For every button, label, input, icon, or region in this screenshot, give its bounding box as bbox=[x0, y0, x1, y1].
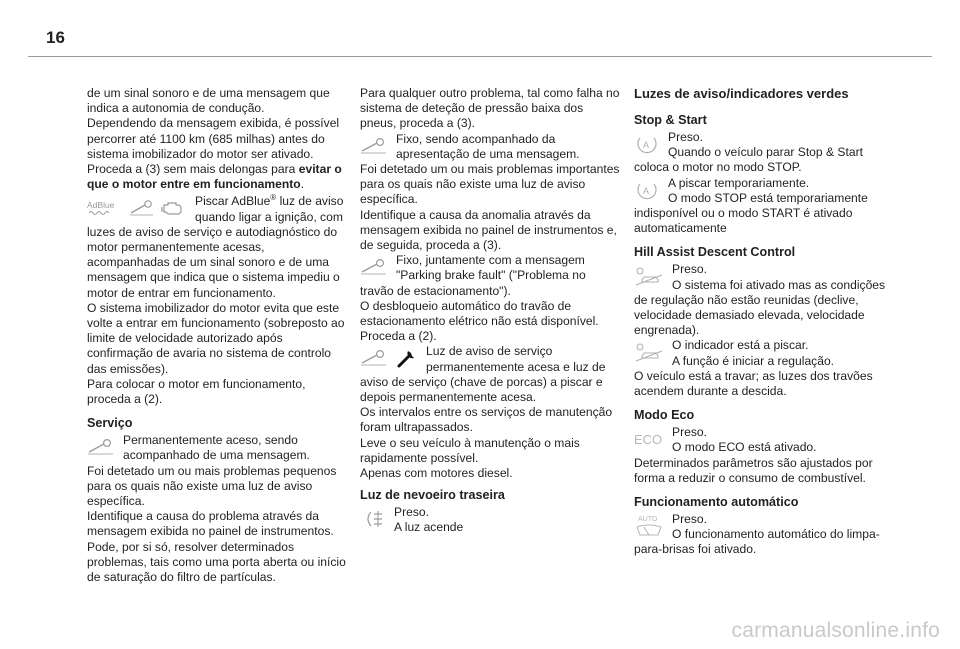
eco-block bbox=[634, 425, 896, 455]
icon-text: Fixo, juntamente com a mensagem "Parking brake fault" ("Problema no travão de estacionamento"). bbox=[360, 253, 586, 298]
adblue-warning-block bbox=[87, 194, 349, 300]
auto-wiper-block bbox=[634, 512, 896, 558]
service-wrench-icon bbox=[360, 348, 388, 368]
column-2 bbox=[360, 86, 622, 536]
text-run: Piscar AdBlue bbox=[195, 194, 271, 209]
service-wrench-icon bbox=[360, 136, 388, 156]
stop-start-block-1 bbox=[634, 130, 896, 176]
section-title-fog: Luz de nevoeiro traseira bbox=[360, 488, 505, 503]
paragraph: O sistema imobilizador do motor evita que este volte a entrar em funcionamento (sobreposto ao limite de velocidade autorizado após confirmação de avaria no sistema de controlo das emissões). bbox=[87, 300, 345, 376]
watermark: carmanualsonline.info bbox=[731, 619, 940, 642]
engine-icon bbox=[161, 199, 185, 217]
eco-icon-label: ECO bbox=[634, 432, 663, 448]
section-title-eco: Modo Eco bbox=[634, 408, 695, 423]
auto-wiper-icon bbox=[634, 513, 664, 539]
text-run: Proceda a (3) sem mais delongas para bbox=[87, 162, 299, 177]
section-title-hill-assist: Hill Assist Descent Control bbox=[634, 245, 796, 260]
rear-fog-light-icon bbox=[360, 508, 386, 530]
fog-light-text: Preso. A luz acende bbox=[394, 505, 464, 535]
servico-icon-text: Permanentemente aceso, sendo acompanhado de uma mensagem. bbox=[123, 433, 310, 463]
hill-assist-block-1 bbox=[634, 262, 896, 338]
eco-text: Preso. O modo ECO está ativado. bbox=[672, 425, 817, 455]
icon-text: Luz de aviso de serviço permanentemente acesa e luz de aviso de serviço (chave de porcas) a piscar e depois permanentemente acesa. bbox=[360, 344, 606, 405]
text-run: . bbox=[300, 177, 305, 192]
paragraph: Foi detetado um ou mais problemas importantes para os quais não existe uma luz de aviso específica. bbox=[360, 162, 620, 207]
paragraph: Apenas com motores diesel. bbox=[360, 466, 513, 481]
eco-icon bbox=[634, 429, 664, 449]
auto-icon-label: AUTO bbox=[638, 516, 658, 524]
servico-block bbox=[87, 433, 349, 463]
registered-mark: ® bbox=[270, 194, 277, 203]
spanner-icon bbox=[396, 347, 418, 369]
paragraph: Determinados parâmetros são ajustados por forma a reduzir o consumo de combustível. bbox=[634, 455, 873, 485]
section-title-auto: Funcionamento automático bbox=[634, 495, 799, 510]
section-title-servico: Serviço bbox=[87, 416, 133, 431]
paragraph: Os intervalos entre os serviços de manutenção foram ultrapassados. bbox=[360, 405, 613, 435]
paragraph: Para colocar o motor em funcionamento, proceda a (2). bbox=[87, 376, 306, 407]
service-key-block bbox=[360, 344, 622, 405]
adblue-icon bbox=[87, 198, 123, 218]
stop-start-text-2: A piscar temporariamente. O modo STOP está temporariamente indisponível ou o modo START é ativado automaticamente bbox=[634, 175, 868, 236]
hill-descent-icon bbox=[634, 265, 664, 287]
stop-start-icon bbox=[634, 179, 660, 201]
column-3 bbox=[634, 86, 896, 558]
hill-assist-text-2: O indicador está a piscar. A função é iniciar a regulação. bbox=[672, 338, 835, 368]
auto-wiper-text: Preso. O funcionamento automático do limpa-para-brisas foi ativado. bbox=[634, 512, 880, 557]
service-wrench-icon bbox=[129, 199, 155, 217]
icon-text: Fixo, sendo acompanhado da apresentação de uma mensagem. bbox=[396, 131, 580, 161]
paragraph: O veículo está a travar; as luzes dos travões acendem durante a descida. bbox=[634, 368, 873, 399]
service-wrench-icon bbox=[360, 257, 388, 277]
paragraph bbox=[87, 162, 349, 192]
fog-light-block bbox=[360, 505, 622, 535]
paragraph: Foi detetado um ou mais problemas pequenos para os quais não existe uma luz de aviso específica. bbox=[87, 463, 337, 509]
hill-assist-block-2 bbox=[634, 338, 896, 368]
text-run: luz de aviso quando ligar a ignição, com luzes de aviso de serviço e autodiagnóstico do motor permanentemente acesas, acompanhadas de um sinal sonoro e de uma mensagem que indica que o sistema impediu o motor de entrar em funcionamento. bbox=[87, 194, 344, 300]
paragraph: O desbloqueio automático do travão de estacionamento elétrico não está disponível. bbox=[360, 298, 599, 329]
section-title-stop-start: Stop & Start bbox=[634, 113, 707, 127]
section-heading-green-lights: Luzes de aviso/indicadores verdes bbox=[634, 86, 849, 101]
stop-start-text-1: Preso. Quando o veículo parar Stop & Start coloca o motor no modo STOP. bbox=[634, 130, 863, 175]
hill-descent-icon bbox=[634, 341, 664, 363]
header-rule bbox=[28, 56, 932, 57]
paragraph: Identifique a causa do problema através da mensagem exibida no painel de instrumentos. Pode, por si só, resolver determinados problemas, tais como uma porta aberta ou início de saturação do filtro de partículas. bbox=[87, 509, 346, 585]
paragraph: Proceda a (2). bbox=[360, 329, 437, 344]
adblue-icon-label: AdBlue bbox=[87, 200, 115, 211]
paragraph: Dependendo da mensagem exibida, é possível percorrer até 1100 km (685 milhas) antes do sistema imobilizador do motor ser ativado. bbox=[87, 116, 340, 161]
svg-text:A: A bbox=[643, 185, 650, 196]
stop-start-icon bbox=[634, 133, 660, 155]
service-wrench-icon bbox=[87, 437, 115, 457]
page-number: 16 bbox=[46, 28, 65, 47]
stop-start-block-2 bbox=[634, 176, 896, 237]
paragraph: Identifique a causa da anomalia através da mensagem exibida no painel de instrumentos e, de seguida, proceda a (3). bbox=[360, 207, 617, 253]
paragraph: Para qualquer outro problema, tal como falha no sistema de deteção de pressão baixa dos pneus, proceda a (3). bbox=[360, 86, 620, 131]
bold-text: evitar o que o motor entre em funcionamento bbox=[87, 162, 342, 192]
fixed-warning-block bbox=[360, 132, 622, 162]
paragraph: de um sinal sonoro e de uma mensagem que indica a autonomia de condução. bbox=[87, 86, 330, 116]
hill-assist-text-1: Preso. O sistema foi ativado mas as condições de regulação não estão reunidas (declive, velocidade demasiado elevada, velocidade engrenada). bbox=[634, 262, 886, 338]
svg-text:A: A bbox=[643, 140, 650, 150]
parking-brake-fault-block bbox=[360, 253, 622, 299]
paragraph: Leve o seu veículo à manutenção o mais rapidamente possível. bbox=[360, 435, 580, 465]
column-1 bbox=[87, 86, 349, 585]
